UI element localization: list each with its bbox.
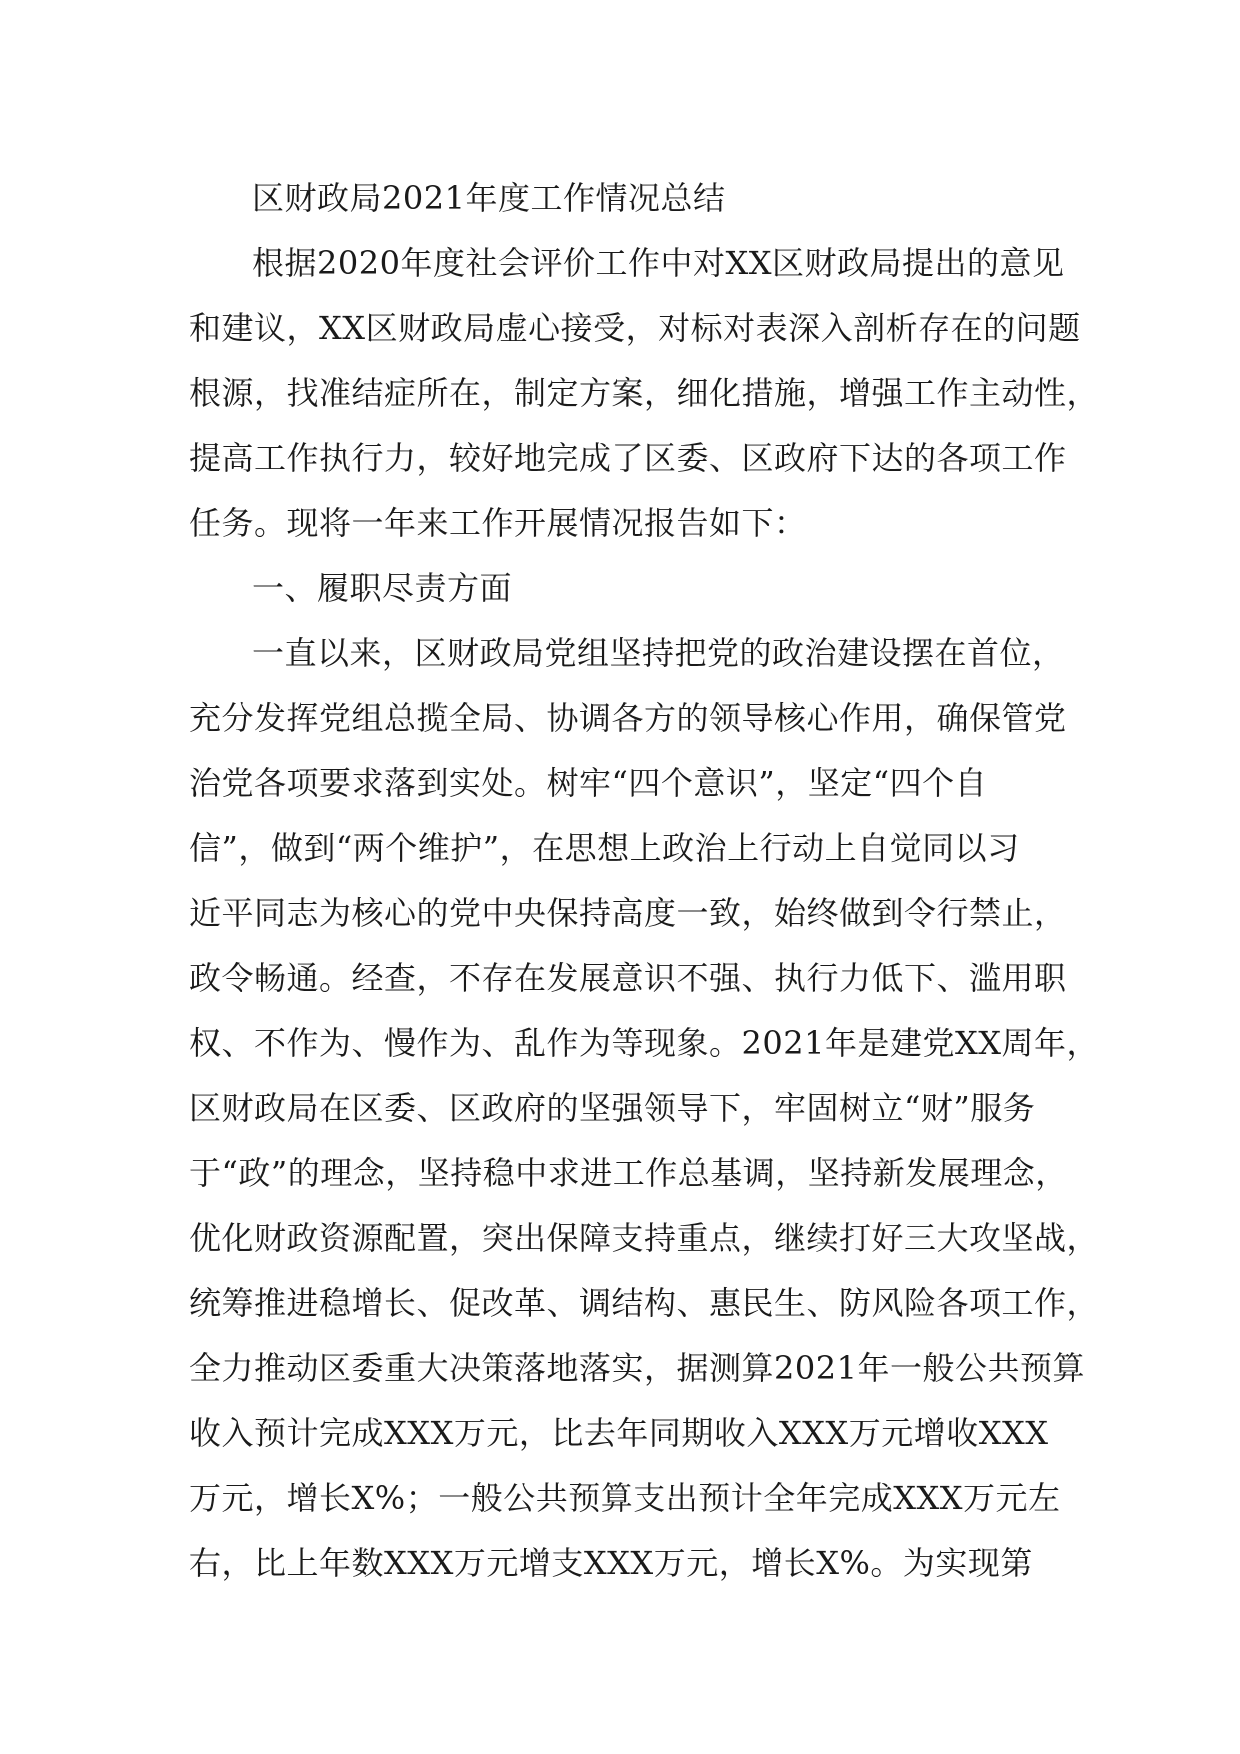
paragraph-line: 近平同志为核心的党中央保持高度一致，始终做到令行禁止， <box>189 894 1067 932</box>
paragraph-line: 区财政局在区委、区政府的坚强领导下，牢固树立“财”服务 <box>189 1089 1036 1127</box>
paragraph-line: 根据2020年度社会评价工作中对XX区财政局提出的意见 <box>252 244 1065 282</box>
paragraph-line: 信”，做到“两个维护”，在思想上政治上行动上自觉同以习 <box>189 829 1020 867</box>
paragraph-line: 政令畅通。经查，不存在发展意识不强、执行力低下、滥用职 <box>189 959 1067 997</box>
paragraph-line: 右，比上年数XXX万元增支XXX万元，增长X%。为实现第 <box>189 1544 1033 1582</box>
paragraph-line: 治党各项要求落到实处。树牢“四个意识”，坚定“四个自 <box>189 764 988 802</box>
paragraph-line: 和建议，XX区财政局虚心接受，对标对表深入剖析存在的问题 <box>189 309 1081 347</box>
paragraph-line: 统筹推进稳增长、促改革、调结构、惠民生、防风险各项工作， <box>189 1284 1100 1322</box>
paragraph-line: 全力推动区委重大决策落地落实，据测算2021年一般公共预算 <box>189 1349 1085 1387</box>
paragraph-line: 优化财政资源配置，突出保障支持重点，继续打好三大攻坚战， <box>189 1219 1100 1257</box>
paragraph-line: 任务。现将一年来工作开展情况报告如下： <box>189 504 807 542</box>
paragraph-line: 于“政”的理念，坚持稳中求进工作总基调，坚持新发展理念， <box>189 1154 1068 1192</box>
paragraph-line: 充分发挥党组总揽全局、协调各方的领导核心作用，确保管党 <box>189 699 1067 737</box>
paragraph-line: 收入预计完成XXX万元，比去年同期收入XXX万元增收XXX <box>189 1414 1049 1452</box>
paragraph-line: 权、不作为、慢作为、乱作为等现象。2021年是建党XX周年， <box>189 1024 1100 1062</box>
paragraph-line: 根源，找准结症所在，制定方案，细化措施，增强工作主动性， <box>189 374 1100 412</box>
paragraph-line: 万元，增长X%；一般公共预算支出预计全年完成XXX万元左 <box>189 1479 1061 1517</box>
document-title: 区财政局2021年度工作情况总结 <box>252 179 726 217</box>
paragraph-line: 提高工作执行力，较好地完成了区委、区政府下达的各项工作 <box>189 439 1067 477</box>
section-heading: 一、履职尽责方面 <box>252 569 513 607</box>
paragraph-line: 一直以来，区财政局党组坚持把党的政治建设摆在首位， <box>252 634 1065 672</box>
